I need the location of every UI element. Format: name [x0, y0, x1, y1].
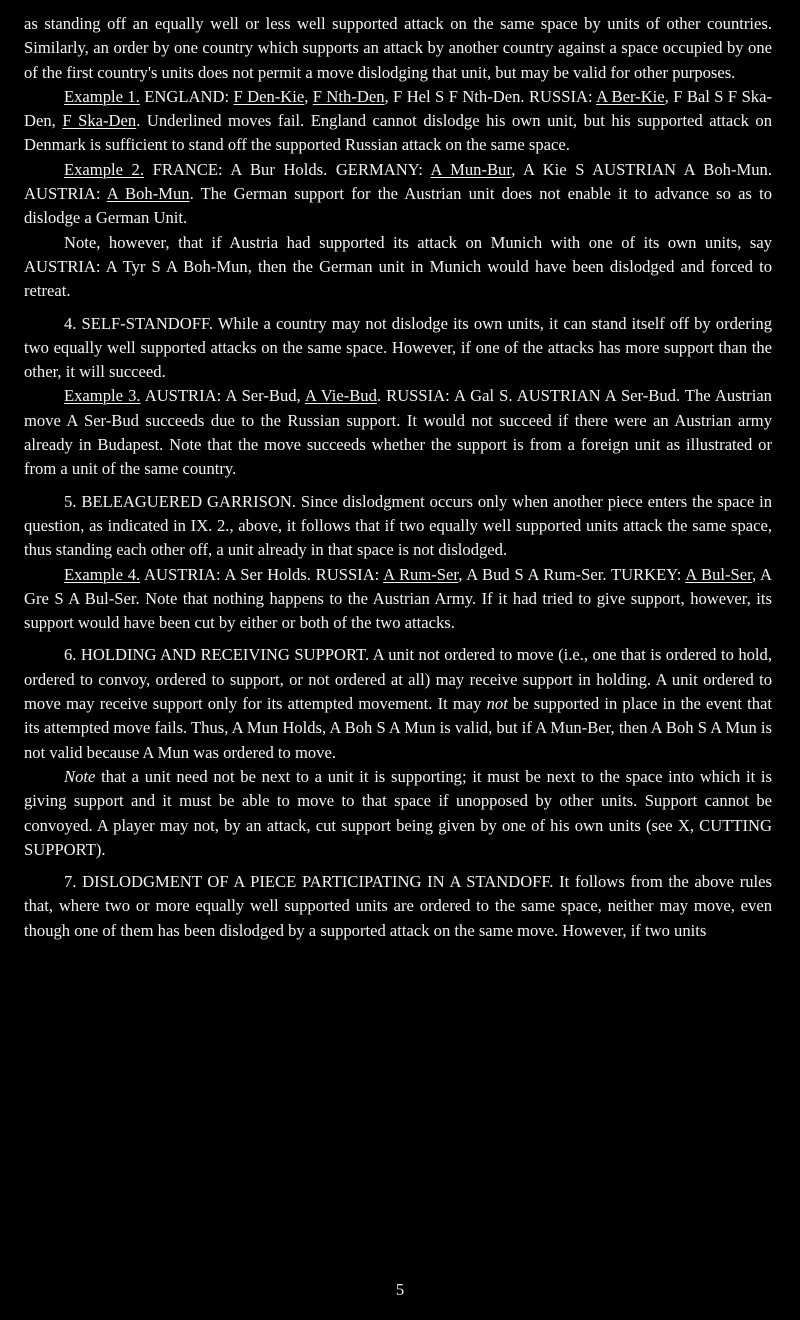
example-2-text: FRANCE: A Bur Holds. GERMANY:	[144, 159, 431, 179]
section-5-beleaguered-garrison	[24, 490, 772, 563]
example-4-text: , A Bud S A Rum-Ser. TURKEY:	[458, 564, 686, 584]
failed-move: A Rum-Ser	[383, 564, 459, 584]
note-2-label: Note	[64, 766, 96, 786]
example-1-text: , F Hel S F Nth-Den. RUSSIA:	[384, 86, 597, 106]
example-1-text: ,	[304, 86, 313, 106]
failed-move: A Bul-Ser	[685, 564, 753, 584]
example-3-label: Example 3.	[64, 386, 141, 406]
section-7-dislodgment	[24, 870, 772, 943]
section-6-text: be supported in place in the event that its attempted move fails. Thus, A Mun Holds, A Boh S A Mun is valid, but if A Mun-Ber, then A Boh S A Mun is not valid because A Mun was ordered to move.	[24, 694, 772, 762]
section-7-text: 7. DISLODGMENT OF A PIECE PARTICIPATING IN A STANDOFF. It follows from the above rules that, where two or more equally well supported units are ordered to the same space, neither may move, even though one of them has been dislodged by a supported attack on the same move. However, if two units	[24, 872, 772, 940]
example-4-text: , A Gre S A Bul-Ser. Note that nothing happens to the Austrian Army. If it had tried to give support, however, its support would have been cut by either or both of the two attacks.	[24, 564, 772, 633]
failed-move: F Den-Kie	[233, 86, 305, 106]
paragraph-intro	[24, 12, 772, 85]
example-4-text: AUSTRIA: A Ser Holds. RUSSIA:	[140, 564, 384, 584]
example-2	[24, 158, 772, 231]
example-3-text: AUSTRIA: A Ser-Bud,	[140, 386, 305, 406]
failed-move: A Boh-Mun	[106, 184, 190, 204]
section-4-self-standoff	[24, 312, 772, 385]
section-6-holding-support	[24, 643, 772, 764]
failed-move: A Ber-Kie	[596, 86, 665, 106]
note-text: Note, however, that if Austria had supported its attack on Munich with one of its own units, say AUSTRIA: A Tyr S A Boh-Mun, then the German unit in Munich would have been dislodged and forced to retreat.	[24, 232, 772, 301]
document-page	[24, 12, 772, 943]
note-paragraph	[24, 231, 772, 304]
example-1-label: Example 1.	[64, 86, 140, 106]
example-2-text: , A Kie S AUSTRIAN A Boh-Mun. AUSTRIA:	[24, 159, 772, 204]
example-2-label: Example 2.	[64, 159, 145, 179]
section-4-text: 4. SELF-STANDOFF. While a country may not dislodge its own units, it can stand itself off by ordering two equally well supported attacks on the same space. However, if one of the attacks has more support than the other, it will succeed.	[24, 313, 772, 382]
emphasis-not: not	[486, 694, 508, 714]
example-1-text: , F Bal S F Ska-Den,	[24, 86, 772, 131]
example-3	[24, 384, 772, 481]
page-number: 5	[395, 1280, 405, 1299]
example-2-text: . The German support for the Austrian unit does not enable it to advance so as to dislodge a German Unit.	[24, 184, 772, 228]
note-2-text: that a unit need not be next to a unit it is supporting; it must be next to the space into which it is giving support and it must be able to move to that space if unopposed by other units. Support cannot be convoyed. A player may not, by an attack, cut support being given by one of his own units (see X, CUTTING SUPPORT).	[24, 766, 772, 859]
example-1-text: . Underlined moves fail. England cannot dislodge his own unit, but his supported attack on Denmark is sufficient to stand off the supported Russian attack on the same space.	[24, 111, 772, 155]
failed-move: F Nth-Den	[312, 86, 385, 106]
note-2-paragraph	[24, 765, 772, 862]
failed-move: F Ska-Den	[62, 111, 137, 131]
example-1-text: ENGLAND:	[139, 86, 234, 106]
example-4	[24, 563, 772, 636]
section-5-text: 5. BELEAGUERED GARRISON. Since dislodgment occurs only when another piece enters the space in question, as indicated in IX. 2., above, it follows that if two equally well supported units attack the same space, thus standing each other off, a unit already in that space is not dislodged.	[24, 491, 772, 560]
paragraph-intro-text: as standing off an equally well or less well supported attack on the same space by units of other countries. Similarly, an order by one country which supports an attack by another country against a space occupied by one of the first country's units does not permit a move dislodging that unit, but may be valid for other purposes.	[24, 14, 772, 82]
example-3-text: . RUSSIA: A Gal S. AUSTRIAN A Ser-Bud. The Austrian move A Ser-Bud succeeds due to the Russian support. It would not succeed if there were an Austrian army already in Budapest. Note that the move succeeds whether the support is from a foreign unit as illustrated or from a unit of the same country.	[24, 386, 772, 479]
failed-move: A Vie-Bud	[304, 386, 377, 406]
example-1	[24, 85, 772, 158]
section-6-text: 6. HOLDING AND RECEIVING SUPPORT. A unit not ordered to move (i.e., one that is ordered to hold, ordered to convoy, ordered to support, or not ordered at all) may receive support in holding. A unit ordered to move may receive support only for its attempted movement. It may	[24, 645, 772, 714]
failed-move: A Mun-Bur	[430, 159, 512, 179]
example-4-label: Example 4.	[64, 564, 141, 584]
